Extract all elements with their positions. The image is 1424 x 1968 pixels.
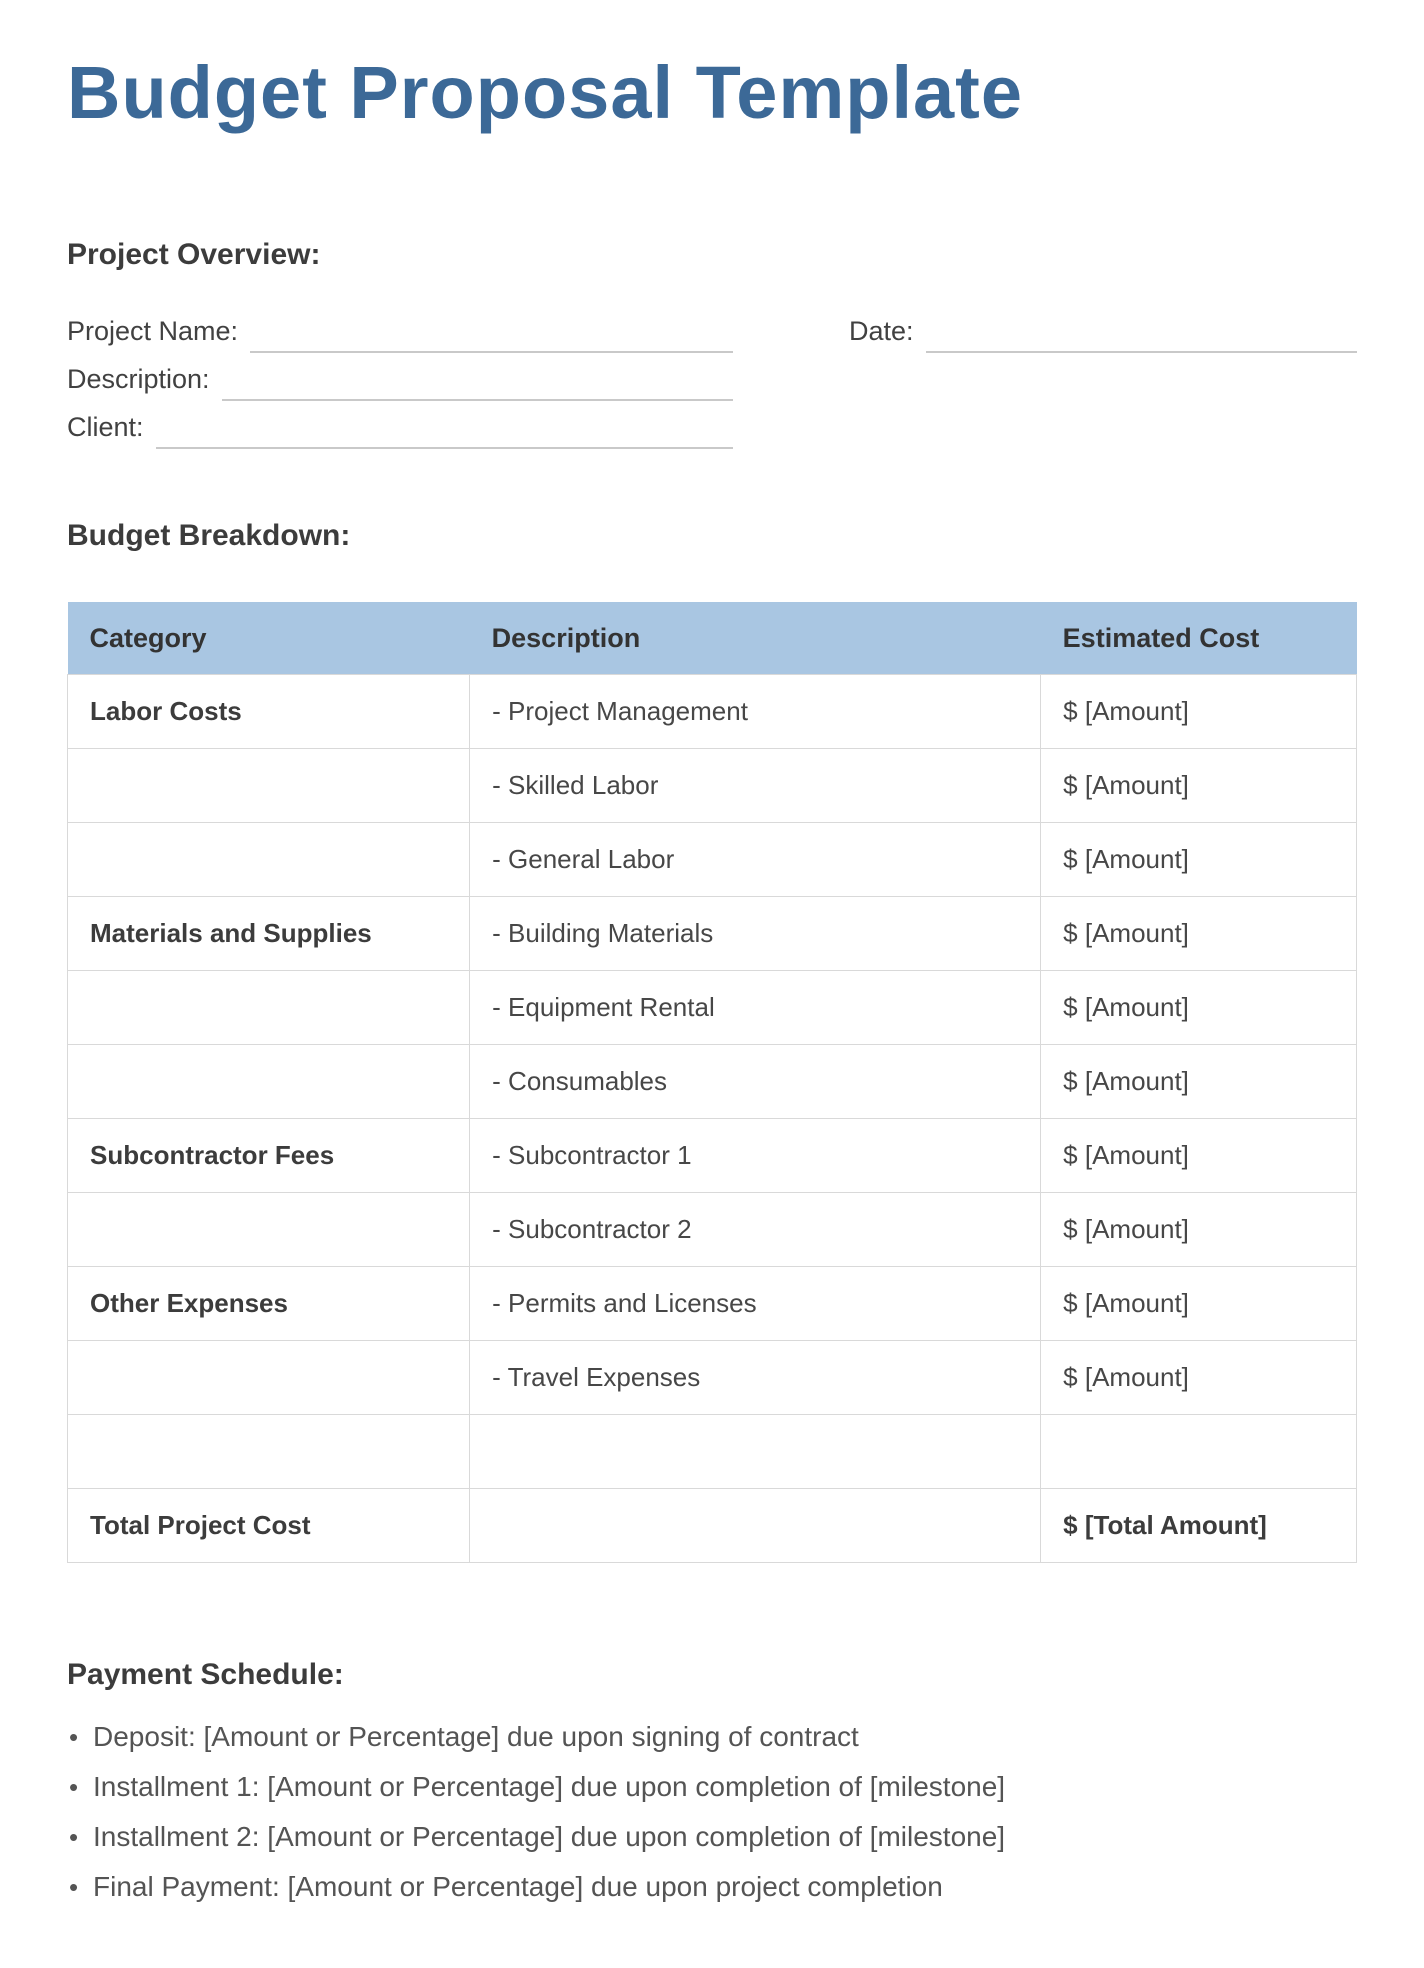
client-row [67,396,1357,444]
cell-description[interactable]: - Building Materials [470,896,1041,970]
payment-item: • Final Payment: [Amount or Percentage] due upon project completion [67,1870,1357,1904]
cell-description[interactable]: - Equipment Rental [470,970,1041,1044]
table-row [68,748,1357,822]
cell-description[interactable]: - Skilled Labor [470,748,1041,822]
table-row [68,1192,1357,1266]
cell-category [68,748,470,822]
budget-table [67,602,1357,1563]
cell-category: Total Project Cost [68,1488,470,1562]
cell-category: Materials and Supplies [68,896,470,970]
cell-category [68,1414,470,1488]
table-row [68,970,1357,1044]
description-label: Description: [67,363,210,394]
table-row [68,1414,1357,1488]
description-input-line[interactable] [222,371,733,401]
column-header-estimated-cost: Estimated Cost [1041,602,1357,674]
cell-cost[interactable]: $ [Amount] [1041,1044,1357,1118]
cell-category: Subcontractor Fees [68,1118,470,1192]
date-input-line[interactable] [926,323,1357,353]
table-row [68,1488,1357,1562]
project-name-row [67,300,1357,348]
budget-table-body [68,674,1357,1562]
table-row [68,1266,1357,1340]
date-field [849,315,1357,349]
column-header-description: Description [470,602,1041,674]
cell-cost[interactable]: $ [Amount] [1041,1192,1357,1266]
table-row [68,822,1357,896]
project-name-label: Project Name: [67,315,239,346]
table-row [68,1340,1357,1414]
table-row [68,1118,1357,1192]
cell-category [68,822,470,896]
cell-cost[interactable]: $ [Total Amount] [1041,1488,1357,1562]
budget-breakdown-heading: Budget Breakdown: [67,519,351,553]
table-row [68,674,1357,748]
cell-description[interactable] [470,1414,1041,1488]
cell-category: Other Expenses [68,1266,470,1340]
cell-cost[interactable]: $ [Amount] [1041,896,1357,970]
payment-item: • Installment 2: [Amount or Percentage] due upon completion of [milestone] [67,1820,1357,1854]
cell-cost[interactable]: $ [Amount] [1041,822,1357,896]
date-label: Date: [849,315,914,346]
table-header-row [68,602,1357,674]
table-row [68,1044,1357,1118]
cell-description[interactable]: - Permits and Licenses [470,1266,1041,1340]
page-title: Budget Proposal Template [67,51,1023,134]
cell-category [68,1192,470,1266]
client-input-line[interactable] [156,419,733,449]
cell-cost[interactable]: $ [Amount] [1041,970,1357,1044]
cell-description[interactable]: - Travel Expenses [470,1340,1041,1414]
cell-description[interactable]: - Subcontractor 1 [470,1118,1041,1192]
project-overview-form [67,300,1357,444]
cell-category: Labor Costs [68,674,470,748]
column-header-category: Category [68,602,470,674]
cell-cost[interactable]: $ [Amount] [1041,748,1357,822]
cell-description[interactable]: - Subcontractor 2 [470,1192,1041,1266]
description-row [67,348,1357,396]
payment-item: • Installment 1: [Amount or Percentage] due upon completion of [milestone] [67,1770,1357,1804]
cell-cost[interactable] [1041,1414,1357,1488]
cell-description[interactable]: - Consumables [470,1044,1041,1118]
cell-description[interactable]: - General Labor [470,822,1041,896]
project-overview-heading: Project Overview: [67,238,321,272]
cell-cost[interactable]: $ [Amount] [1041,1118,1357,1192]
cell-description[interactable]: - Project Management [470,674,1041,748]
project-name-field [67,315,733,349]
payment-schedule-heading: Payment Schedule: [67,1657,344,1691]
cell-cost[interactable]: $ [Amount] [1041,674,1357,748]
client-label: Client: [67,411,144,442]
cell-category [68,1044,470,1118]
cell-category [68,970,470,1044]
cell-cost[interactable]: $ [Amount] [1041,1266,1357,1340]
payment-item: • Deposit: [Amount or Percentage] due upon signing of contract [67,1720,1357,1754]
cell-category [68,1340,470,1414]
payment-list [67,1720,1357,1904]
cell-description[interactable] [470,1488,1041,1562]
description-field [67,363,733,397]
cell-cost[interactable]: $ [Amount] [1041,1340,1357,1414]
project-name-input-line[interactable] [250,323,733,353]
table-row [68,896,1357,970]
client-field [67,411,733,445]
